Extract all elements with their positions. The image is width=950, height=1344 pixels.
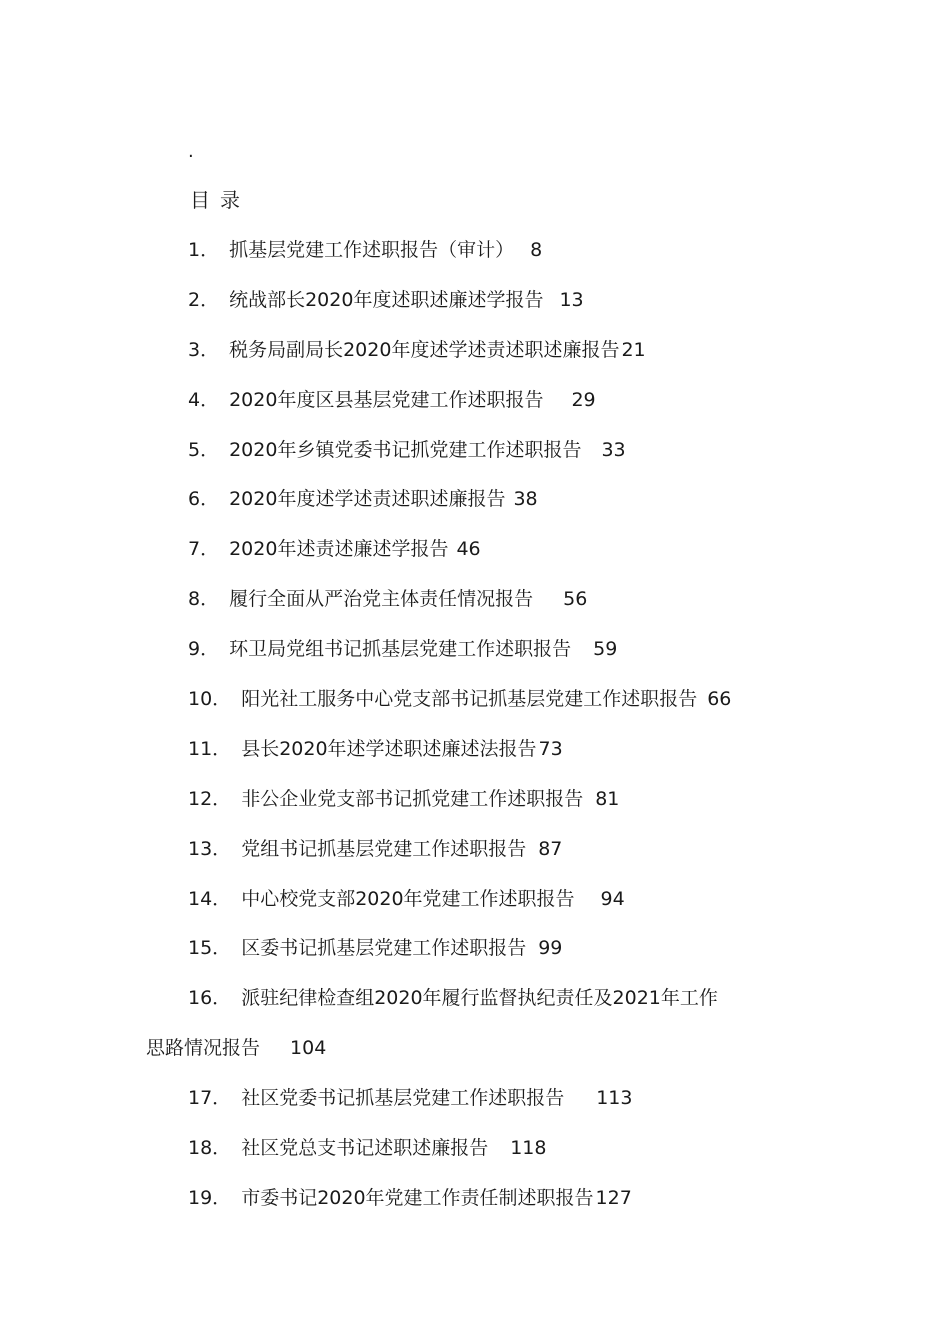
- toc-item-page: 99: [538, 937, 563, 960]
- toc-item-15[interactable]: [0, 934, 950, 984]
- toc-item-13[interactable]: [0, 835, 950, 885]
- toc-item-page: 73: [538, 737, 563, 760]
- toc-item-page: 87: [538, 837, 563, 860]
- toc-item-number: 17．: [188, 1087, 232, 1110]
- toc-item-title: 履行全面从严治党主体责任情况报告: [229, 588, 534, 611]
- toc-item-page: 113: [596, 1087, 633, 1110]
- toc-item-page: 33: [601, 438, 626, 461]
- toc-item-title: 统战部长2020年度述职述廉述学报告: [229, 288, 544, 311]
- toc-item-19[interactable]: [0, 1184, 950, 1234]
- toc-heading: 目录: [190, 188, 250, 212]
- toc-item-title: 中心校党支部2020年党建工作述职报告: [241, 887, 575, 910]
- toc-item-number: 6．: [188, 488, 220, 511]
- toc-item-title: 阳光社工服务中心党支部书记抓基层党建工作述职报告: [241, 688, 698, 711]
- toc-item-number: 1．: [188, 239, 220, 261]
- toc-item-number: 18．: [188, 1137, 232, 1160]
- toc-item-title: 社区党委书记抓基层党建工作述职报告: [241, 1087, 565, 1110]
- toc-item-title: 县长2020年述学述职述廉述法报告: [241, 737, 537, 760]
- toc-item-4[interactable]: [0, 386, 950, 436]
- toc-item-number: 13．: [188, 837, 232, 860]
- toc-item-title: 税务局副局长2020年度述学述责述职述廉报告: [229, 338, 620, 361]
- toc-item-page: 94: [600, 887, 625, 910]
- toc-item-number: 11．: [188, 737, 232, 760]
- toc-item-17[interactable]: [0, 1084, 950, 1134]
- toc-item-number: 10．: [188, 688, 232, 711]
- toc-item-number: 3．: [188, 338, 220, 361]
- toc-item-page: 59: [593, 638, 618, 661]
- toc-item-page: 66: [707, 688, 732, 711]
- toc-item-page: 104: [290, 1037, 327, 1060]
- toc-item-page: 13: [559, 288, 584, 311]
- toc-item-18[interactable]: [0, 1134, 950, 1184]
- toc-item-title: 非公企业党支部书记抓党建工作述职报告: [241, 787, 584, 810]
- toc-item-number: 14．: [188, 887, 232, 910]
- toc-item-number: 16．: [188, 987, 232, 1010]
- leading-dot: .: [188, 141, 194, 162]
- toc-item-10[interactable]: [0, 685, 950, 735]
- toc-item-number: 5．: [188, 438, 220, 461]
- toc-item-number: 9．: [188, 638, 220, 661]
- toc-item-2[interactable]: [0, 286, 950, 336]
- toc-item-title: 派驻纪律检查组2020年履行监督执纪责任及2021年工作: [241, 987, 718, 1010]
- toc-item-title: 区委书记抓基层党建工作述职报告: [241, 937, 527, 960]
- toc-item-16[interactable]: [0, 984, 950, 1084]
- toc-item-page: 38: [513, 488, 538, 511]
- toc-item-9[interactable]: [0, 635, 950, 685]
- toc-item-title-continued: 思路情况报告: [146, 1037, 261, 1060]
- toc-item-page: 127: [595, 1186, 632, 1209]
- toc-item-11[interactable]: [0, 735, 950, 785]
- toc-item-title: 市委书记2020年党建工作责任制述职报告: [241, 1186, 594, 1209]
- toc-item-3[interactable]: [0, 336, 950, 386]
- toc-item-title: 党组书记抓基层党建工作述职报告: [241, 837, 527, 860]
- toc-item-14[interactable]: [0, 885, 950, 935]
- toc-item-title: 2020年度述学述责述职述廉报告: [229, 488, 506, 511]
- toc-item-title: 2020年述责述廉述学报告: [229, 538, 449, 561]
- toc-item-page: 46: [456, 538, 481, 561]
- toc-item-page: 29: [571, 388, 596, 411]
- toc-item-title: 环卫局党组书记抓基层党建工作述职报告: [229, 638, 572, 661]
- toc-item-12[interactable]: [0, 785, 950, 835]
- toc-item-page: 8: [530, 239, 543, 261]
- toc-item-number: 19．: [188, 1186, 232, 1209]
- toc-item-number: 15．: [188, 937, 232, 960]
- toc-item-page: 21: [621, 338, 646, 361]
- toc-item-6[interactable]: [0, 485, 950, 535]
- toc-item-page: 118: [510, 1137, 547, 1160]
- toc-item-number: 12．: [188, 787, 232, 810]
- toc-list: [0, 236, 950, 1234]
- toc-item-1[interactable]: [0, 236, 950, 286]
- toc-item-title: 2020年度区县基层党建工作述职报告: [229, 388, 544, 411]
- toc-item-7[interactable]: [0, 535, 950, 585]
- toc-item-8[interactable]: [0, 585, 950, 635]
- toc-item-title: 社区党总支书记述职述廉报告: [241, 1137, 489, 1160]
- toc-item-5[interactable]: [0, 436, 950, 486]
- toc-item-title: 抓基层党建工作述职报告（审计）: [229, 239, 515, 261]
- toc-item-number: 8．: [188, 588, 220, 611]
- toc-item-number: 7．: [188, 538, 220, 561]
- toc-item-number: 4．: [188, 388, 220, 411]
- toc-item-page: 81: [595, 787, 620, 810]
- toc-item-number: 2．: [188, 288, 220, 311]
- toc-item-title: 2020年乡镇党委书记抓党建工作述职报告: [229, 438, 582, 461]
- toc-item-page: 56: [563, 588, 588, 611]
